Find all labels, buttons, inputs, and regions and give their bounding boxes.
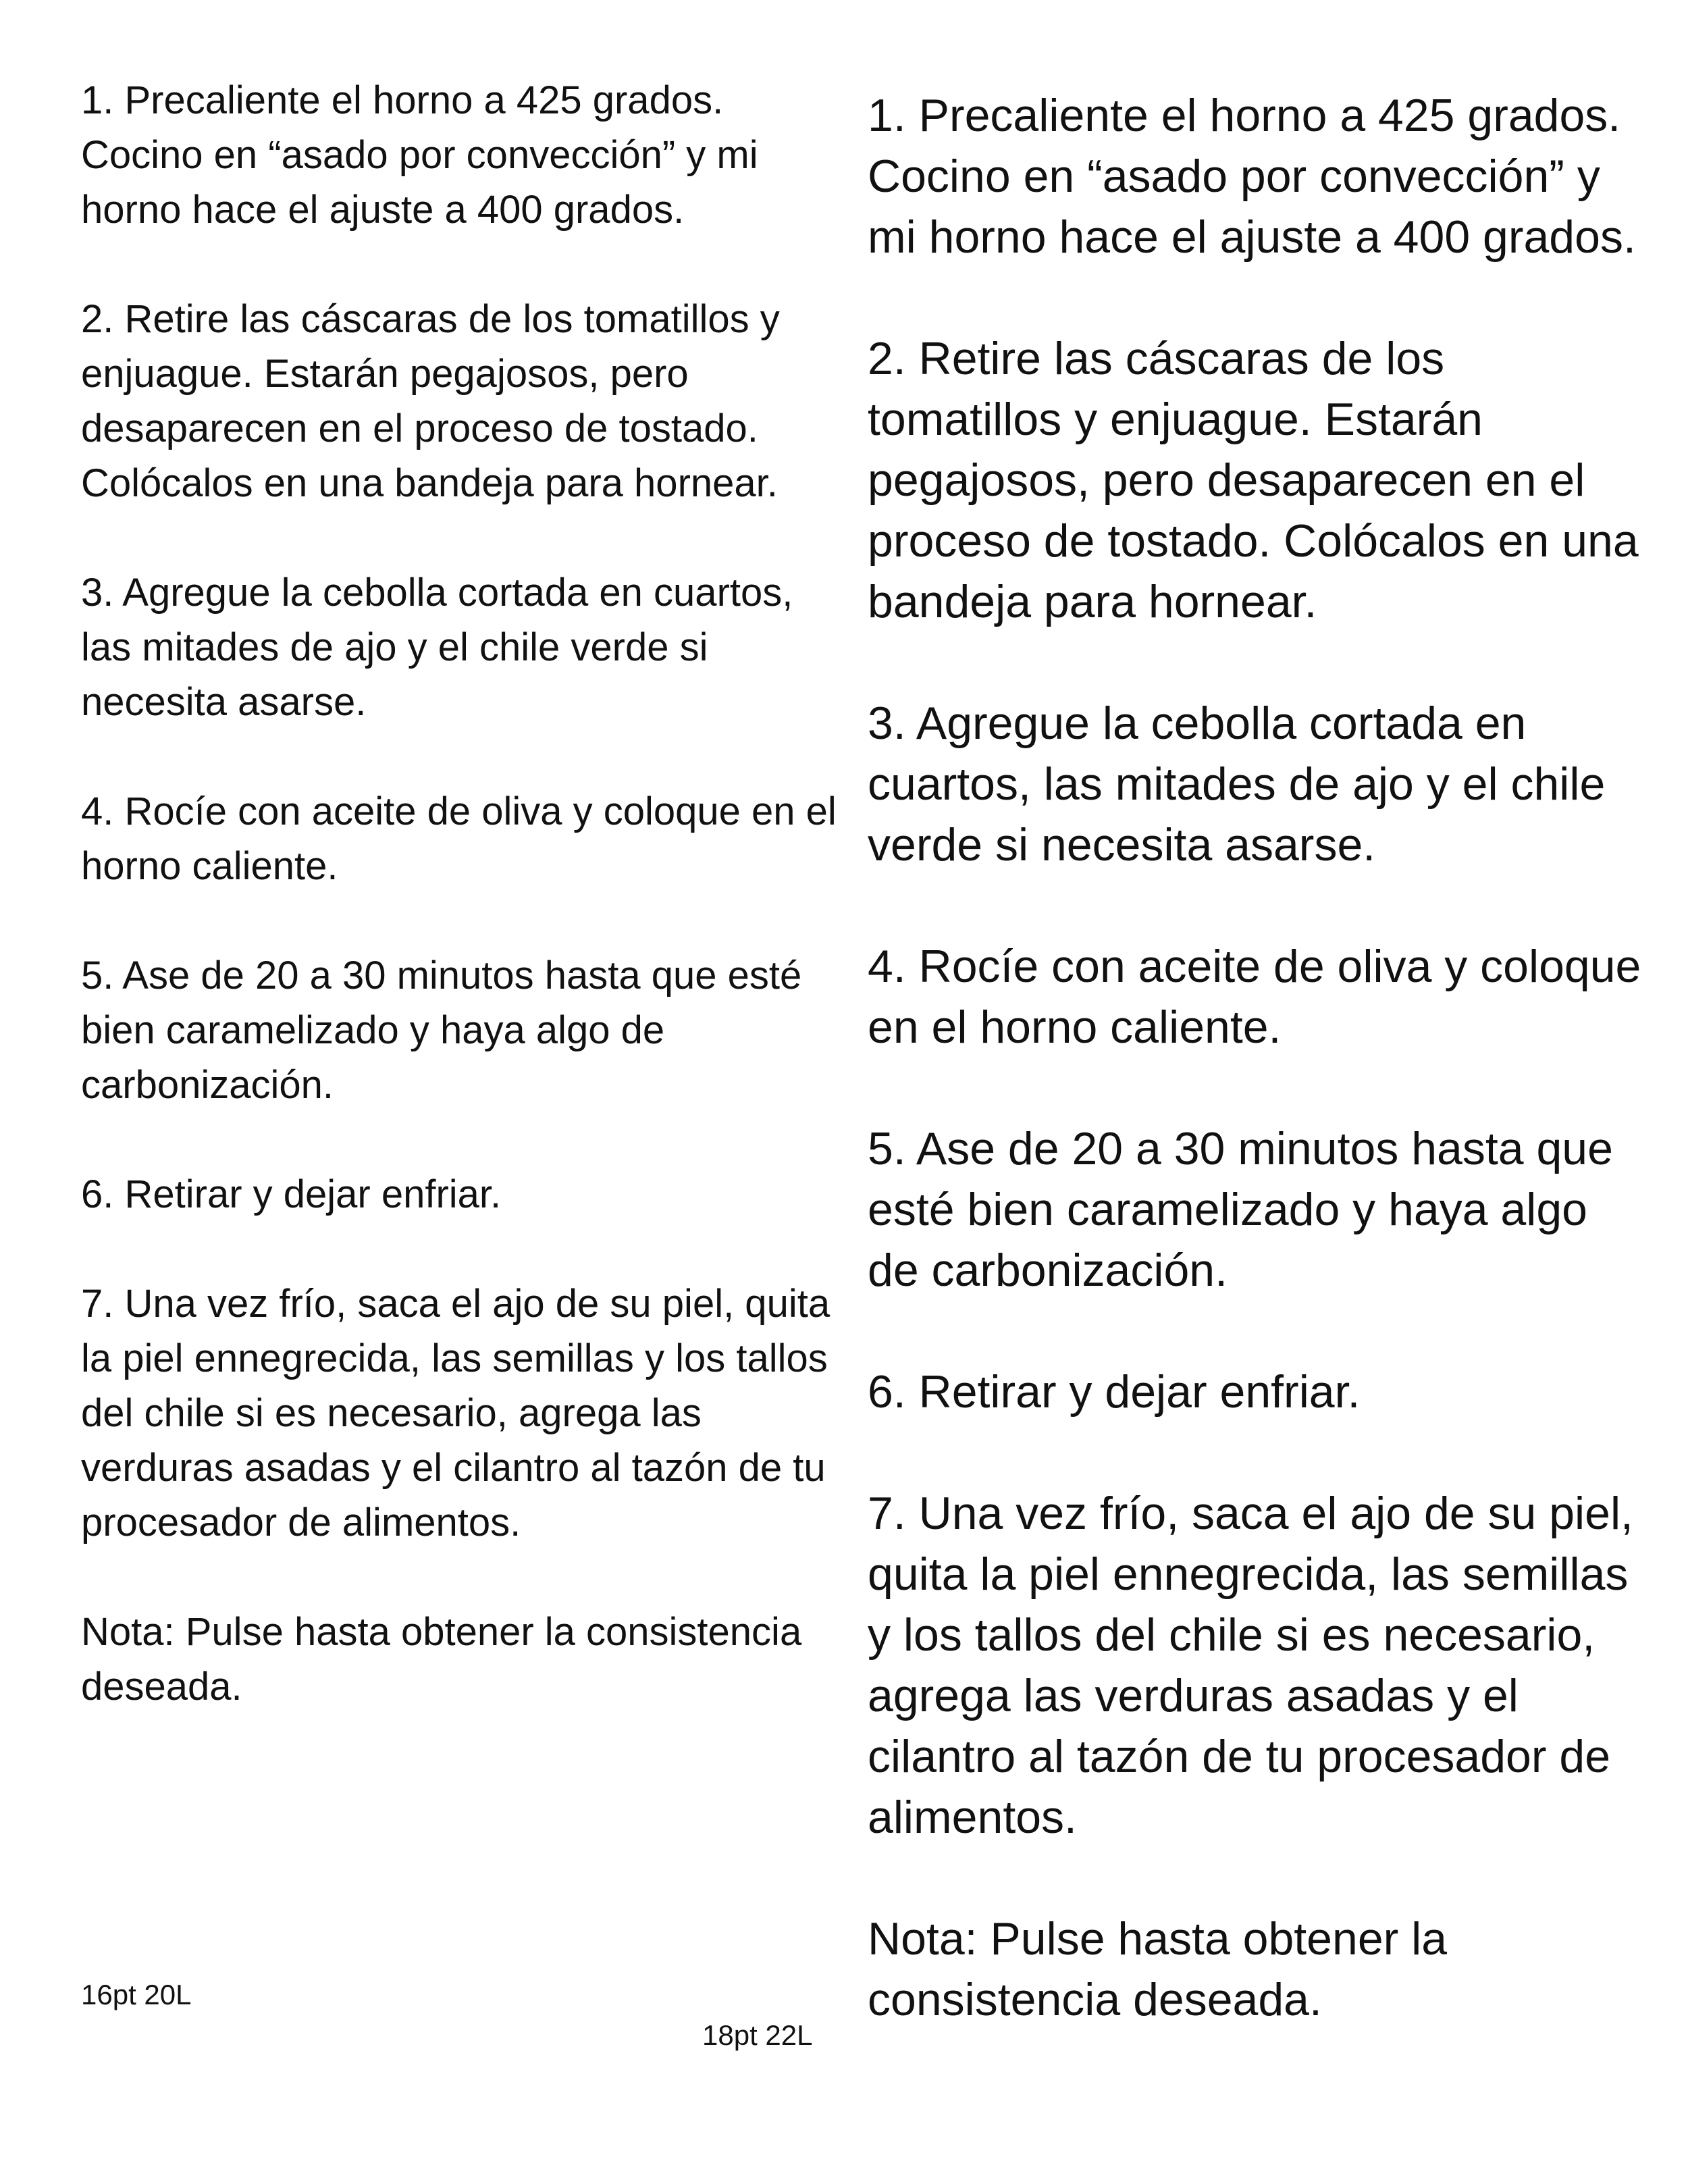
left-step-4: 4. Rocíe con aceite de oliva y coloque en el horno caliente. (81, 789, 837, 888)
right-column-18pt (868, 85, 1647, 2030)
left-column-16pt (81, 73, 837, 1714)
left-step-7: 7. Una vez frío, saca el ajo de su piel, quita la piel ennegrecida, las semillas y los tallos del chile si es necesario, agrega las verduras asadas y el cilantro al tazón de tu procesador de alimentos. (81, 1282, 830, 1544)
left-step-2: 2. Retire las cáscaras de los tomatillos y enjuague. Estarán pegajosos, pero desaparecen en el proceso de tostado. Colócalos en una bandeja para hornear. (81, 297, 780, 505)
right-step-2: 2. Retire las cáscaras de los tomatillos y enjuague. Estarán pegajosos, pero desaparecen en el proceso de tostado. Colócalos en una bandeja para hornear. (868, 333, 1639, 627)
left-step-1: 1. Precaliente el horno a 425 grados. Cocino en “asado por convección” y mi horno hace el ajuste a 400 grados. (81, 78, 758, 232)
left-step-6: 6. Retirar y dejar enfriar. (81, 1172, 502, 1216)
right-step-7: 7. Una vez frío, saca el ajo de su piel, quita la piel ennegrecida, las semillas y los tallos del chile si es necesario, agrega las verduras asadas y el cilantro al tazón de tu procesador de alimentos. (868, 1488, 1633, 1843)
right-step-6: 6. Retirar y dejar enfriar. (868, 1366, 1361, 1418)
right-step-3: 3. Agregue la cebolla cortada en cuartos, las mitades de ajo y el chile verde si necesita asarse. (868, 698, 1606, 870)
right-note: Nota: Pulse hasta obtener la consistencia deseada. (868, 1913, 1448, 2025)
left-spec-label: 16pt 20L (81, 1979, 192, 2010)
right-step-4: 4. Rocíe con aceite de oliva y coloque en el horno caliente. (868, 941, 1641, 1053)
left-step-5: 5. Ase de 20 a 30 minutos hasta que esté bien caramelizado y haya algo de carbonización. (81, 954, 802, 1107)
right-step-1: 1. Precaliente el horno a 425 grados. Cocino en “asado por convección” y mi horno hace el ajuste a 400 grados. (868, 90, 1636, 263)
left-step-3: 3. Agregue la cebolla cortada en cuartos, las mitades de ajo y el chile verde si necesita asarse. (81, 571, 793, 724)
right-step-5: 5. Ase de 20 a 30 minutos hasta que esté bien caramelizado y haya algo de carbonización. (868, 1123, 1613, 1296)
left-note: Nota: Pulse hasta obtener la consistencia deseada. (81, 1610, 802, 1709)
right-spec-label: 18pt 22L (702, 2019, 813, 2051)
